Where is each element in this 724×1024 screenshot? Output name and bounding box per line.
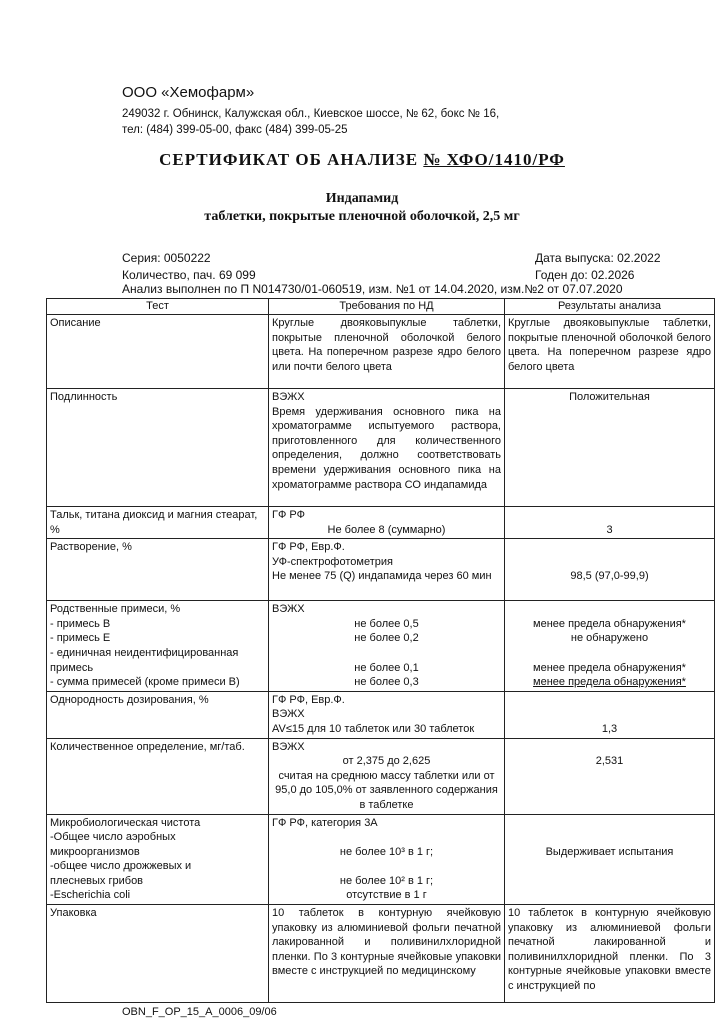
table-row — [47, 691, 715, 738]
req-uniformity-method1: ГФ РФ, Евр.Ф. — [272, 693, 345, 706]
batch-series: Серия: 0050222 — [122, 251, 211, 265]
result-dissolution: 98,5 (97,0-99,9) — [570, 570, 649, 583]
result-description: Круглые двояковыпуклые таблетки, покрытые пленочной оболочкой белого цвета. На поперечном разрезе ядро белого цвета — [505, 315, 715, 389]
document-code: OBN_F_OP_15_A_0006_09/06 — [122, 1006, 277, 1018]
req-assay-cell — [269, 738, 505, 814]
impurity-name: примесь — [50, 661, 94, 674]
req-identity-cell — [269, 389, 505, 507]
batch-right — [535, 250, 661, 284]
req-impurities-cell — [269, 601, 505, 692]
req-talc-text: Не более 8 (суммарно) — [327, 523, 446, 536]
table-header-row — [47, 299, 715, 315]
result-uniformity-cell — [505, 691, 715, 738]
req-micro-cell — [269, 814, 505, 905]
company-phones: тел: (484) 399-05-00, факс (484) 399-05-25 — [122, 124, 348, 136]
impurity-name: - единичная неидентифицированная — [50, 646, 239, 659]
result-uniformity: 1,3 — [601, 722, 618, 735]
test-packaging: Упаковка — [47, 905, 269, 1003]
batch-quantity: Количество, пач. 69 099 — [122, 268, 256, 282]
result-talc: 3 — [606, 523, 613, 536]
req-uniformity-cell — [269, 691, 505, 738]
analysis-table — [46, 298, 715, 1003]
micro-line: микроорганизмов — [50, 845, 140, 858]
req-description: Круглые двояковыпуклые таблетки, покрытые пленочной оболочкой белого цвета. На поперечном разрезе ядро белого или почти белого цвета — [269, 315, 505, 389]
test-micro: Микробиологическая чистота — [50, 816, 201, 829]
req-micro-fungi: не более 10² в 1 г; — [339, 874, 434, 887]
impurity-result: менее предела обнаружения* — [533, 676, 686, 689]
test-uniformity: Однородность дозирования, % — [47, 691, 269, 738]
result-assay-cell — [505, 738, 715, 814]
product-name: Индапамид — [325, 191, 399, 206]
result-micro-cell — [505, 814, 715, 905]
analysis-basis: Анализ выполнен по П N014730/01-060519, изм. №1 от 14.04.2020, изм.№2 от 07.07.2020 — [122, 282, 623, 296]
impurity-result: не обнаружено — [570, 632, 649, 645]
header-test: Тест — [47, 299, 269, 315]
test-micro-cell — [47, 814, 269, 905]
table-row — [47, 389, 715, 507]
req-uniformity-method2: ВЭЖХ — [272, 708, 305, 721]
test-impurities: Родственные примеси, % — [50, 603, 181, 616]
micro-line: -Общее число аэробных — [50, 831, 176, 844]
table-row — [47, 601, 715, 692]
req-micro-method: ГФ РФ, категория 3А — [272, 816, 378, 829]
req-dissolution-method1: ГФ РФ, Евр.Ф. — [272, 541, 345, 554]
certificate-number: № ХФО/1410/РФ — [423, 150, 565, 169]
table-row — [47, 315, 715, 389]
table-row — [47, 738, 715, 814]
impurity-req: не более 0,2 — [354, 632, 419, 645]
impurity-req: не более 0,3 — [354, 676, 419, 689]
impurity-name: - примесь В — [50, 617, 111, 630]
certificate-title — [0, 150, 724, 170]
req-packaging: 10 таблеток в контурную ячейковую упаковку из алюминиевой фольги печатной лакированной и поливинилхлоридной пленки. По 3 контурные ячейковые упаковки вместе с инструкцией по медицинскому — [269, 905, 505, 1003]
table-row — [47, 539, 715, 601]
release-date: Дата выпуска: 02.2022 — [535, 251, 661, 265]
header-results: Результаты анализа — [505, 299, 715, 315]
batch-left — [122, 250, 256, 284]
test-dissolution: Растворение, % — [47, 539, 269, 601]
expiry-date: Годен до: 02.2026 — [535, 268, 635, 282]
req-assay-method: ВЭЖХ — [272, 740, 305, 753]
test-identity: Подлинность — [47, 389, 269, 507]
req-dissolution-text: Не менее 75 (Q) индапамида через 60 мин — [272, 570, 492, 583]
result-impurities-cell — [505, 601, 715, 692]
result-packaging: 10 таблеток в контурную ячейковую упаковку из алюминиевой фольги печатной лакированной и поливинилхлоридной пленки. По 3 контурные ячейковые упаковки вместе с инструкцией по — [505, 905, 715, 1003]
req-impurities-method: ВЭЖХ — [272, 603, 305, 616]
header-requirements: Требования по НД — [269, 299, 505, 315]
test-description: Описание — [47, 315, 269, 389]
impurity-name: - сумма примесей (кроме примеси В) — [50, 676, 240, 689]
req-micro-aerobic: не более 10³ в 1 г; — [339, 845, 434, 858]
req-talc-cell — [269, 507, 505, 539]
impurity-req: не более 0,5 — [354, 617, 419, 630]
result-talc-cell — [505, 507, 715, 539]
result-dissolution-cell — [505, 539, 715, 601]
req-assay-text: считая на среднюю массу таблетки или от 95,0 до 105,0% от заявленного содержания в таблетке — [275, 769, 498, 811]
impurity-name: - примесь Е — [50, 632, 111, 645]
req-dissolution-cell — [269, 539, 505, 601]
req-dissolution-method2: УФ-спектрофотометрия — [272, 555, 393, 568]
table-row — [47, 507, 715, 539]
certificate-heading: СЕРТИФИКАТ ОБ АНАЛИЗЕ — [159, 150, 419, 169]
req-identity-text: Время удерживания основного пика на хроматограмме испытуемого раствора, приготовленного для количественного определения, должно соответствовать времени удерживания основного пика на хроматограмме раствора СО индапамида — [272, 405, 501, 491]
micro-line: плесневых грибов — [50, 874, 144, 887]
result-identity: Положительная — [505, 389, 715, 507]
test-impurities-cell — [47, 601, 269, 692]
company-address-block — [122, 106, 682, 138]
product-form: таблетки, покрытые пленочной оболочкой, 2,5 мг — [204, 209, 520, 224]
micro-line: -общее число дрожжевых и — [50, 860, 192, 873]
test-assay: Количественное определение, мг/таб. — [47, 738, 269, 814]
table-row — [47, 905, 715, 1003]
req-micro-ecoli: отсутствие в 1 г — [346, 889, 427, 902]
req-assay-range: от 2,375 до 2,625 — [342, 755, 431, 768]
result-assay: 2,531 — [595, 755, 624, 768]
req-uniformity-text: AV≤15 для 10 таблеток или 30 таблеток — [272, 722, 475, 735]
result-micro: Выдерживает испытания — [545, 845, 674, 858]
impurity-result: менее предела обнаружения* — [533, 661, 686, 674]
micro-line: -Escherichia coli — [50, 889, 131, 902]
test-talc: Тальк, титана диоксид и магния стеарат, % — [47, 507, 269, 539]
impurity-result: менее предела обнаружения* — [533, 617, 686, 630]
req-identity-method: ВЭЖХ — [272, 391, 305, 403]
product-block — [0, 190, 724, 226]
impurity-req: не более 0,1 — [354, 661, 419, 674]
company-address: 249032 г. Обнинск, Калужская обл., Киевское шоссе, № 62, бокс № 16, — [122, 108, 500, 120]
company-name: ООО «Хемофарм» — [122, 84, 255, 101]
req-talc-method: ГФ РФ — [272, 509, 305, 521]
table-row — [47, 814, 715, 905]
